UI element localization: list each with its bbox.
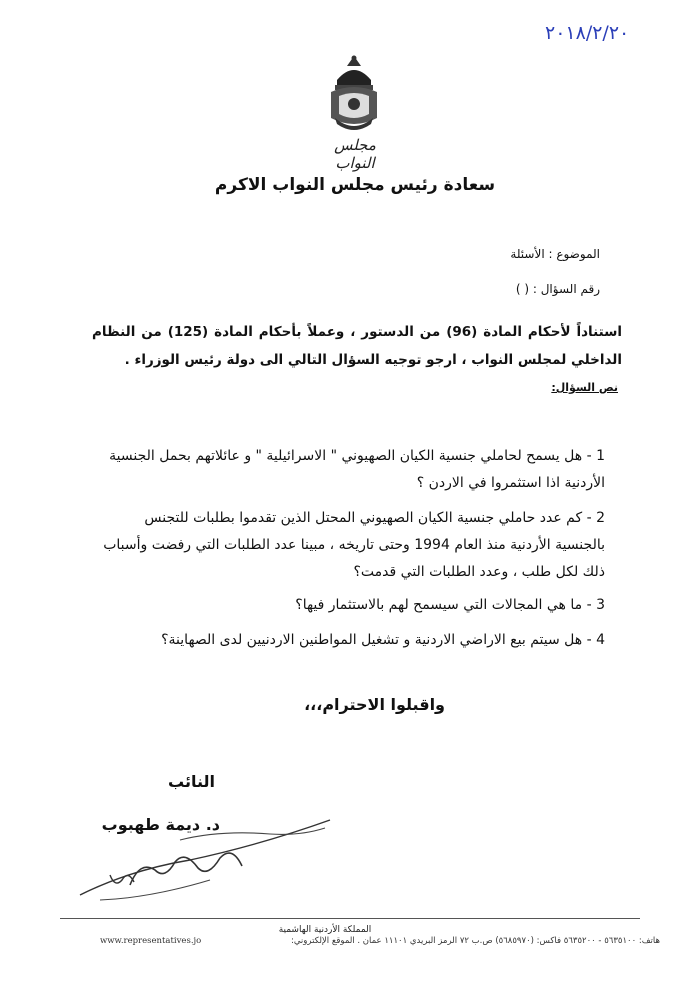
svg-text:المملكة الأردنية الهاشمية: المملكة الأردنية الهاشمية: [278, 925, 372, 935]
question-number-line: رقم السؤال : ( ): [515, 282, 600, 296]
subject-line: الموضوع : الأسئلة: [510, 247, 600, 261]
council-name-logotype: مجلس النواب: [334, 136, 376, 172]
closing-remark: واقبلوا الاحترام،،،: [304, 695, 445, 714]
question-item: 4 - هل سيتم بيع الاراضي الاردنية و تشغيل المواطنين الاردنيين لدى الصهاينة؟: [161, 632, 605, 648]
mp-title: النائب: [168, 772, 215, 791]
mp-name: د. ديمة طهبوب: [101, 815, 220, 834]
letter-heading: سعادة رئيس مجلس النواب الاكرم: [214, 175, 496, 195]
footer-kingdom-logotype: [255, 919, 395, 937]
footer-website-link[interactable]: www.representatives.jo: [100, 936, 202, 946]
footer-contacts: هاتف: ٥٦٣٥١٠٠ - ٥٦٣٥٢٠٠ فاكس: (٥٦٨٥٩٧٠) ص.ب ٧٢ الرمز البريدي ١١١٠١ عمان . الموقع الإلكتروني:: [290, 936, 660, 946]
question-item: 1 - هل يسمح لحاملي جنسية الكيان الصهيوني " الاسرائيلية " و عائلاتهم بحمل الجنسية الأردنية اذا استثمروا في الاردن ؟: [109, 448, 605, 491]
question-item: 3 - ما هي المجالات التي سيسمح لهم بالاستثمار فيها؟: [295, 597, 605, 613]
intro-paragraph: استناداً لأحكام المادة (96) من الدستور ، وعملاً بأحكام المادة (125) من النظام الداخلي لمجلس النواب ، ارجو توجيه السؤال التالي الى دولة رئيس الوزراء .: [92, 324, 622, 368]
handwritten-date: ٢٠١٨/٢/٢٠: [545, 22, 630, 44]
question-item: 2 - كم عدد حاملي جنسية الكيان الصهيوني المحتل الذين تقدموا بطلبات للتجنس بالجنسية الأردنية منذ العام 1994 وحتى تاريخه ، مبينا عدد الطلبات التي رفضت وأسباب ذلك لكل طلب ، وعدد الطلبات التي قدمت؟: [103, 510, 605, 580]
question-text-label: نص السؤال:: [551, 381, 618, 394]
royal-crown-emblem-icon: [325, 52, 383, 132]
footer-contact-line: [100, 936, 660, 946]
handwritten-signature-icon: [70, 800, 340, 910]
